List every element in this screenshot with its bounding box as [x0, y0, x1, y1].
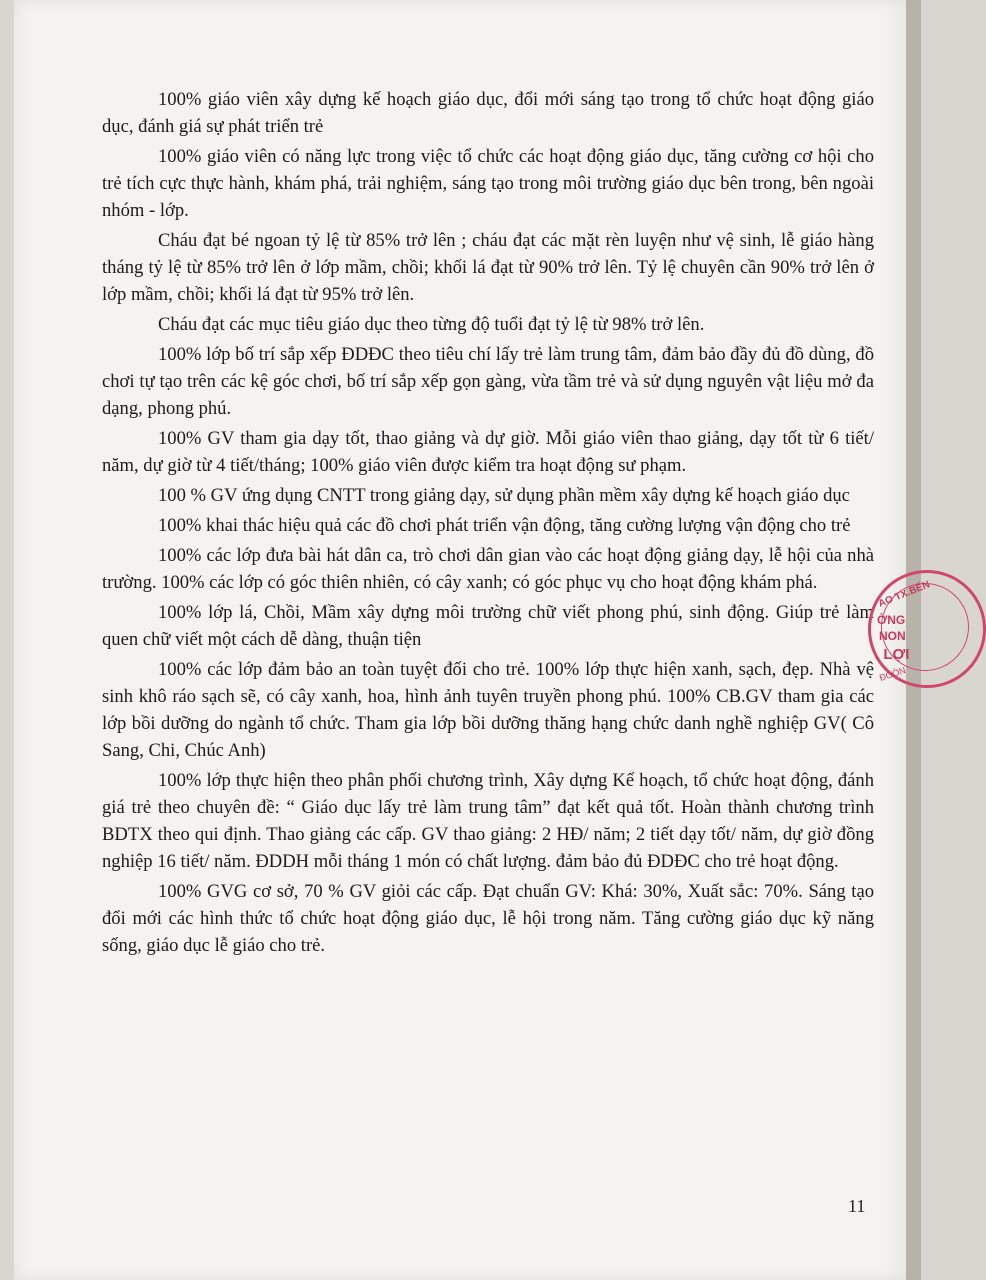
- school-stamp-seal: [868, 570, 986, 688]
- page-number: 11: [848, 1196, 866, 1216]
- paragraph: 100% lớp lá, Chồi, Mầm xây dựng môi trường chữ viết phong phú, sinh động. Giúp trẻ làm quen chữ viết một cách dễ dàng, thuận tiện: [102, 602, 874, 650]
- paragraph: 100% GV tham gia dạy tốt, thao giảng và dự giờ. Mỗi giáo viên thao giảng, dạy tốt từ 6 tiết/ năm, dự giờ từ 4 tiết/tháng; 100% giáo viên được kiểm tra hoạt động sư phạm.: [102, 428, 874, 476]
- stamp-line-3: . LỢI: [875, 646, 910, 663]
- paragraph: 100% giáo viên xây dựng kế hoạch giáo dục, đổi mới sáng tạo trong tổ chức hoạt động giáo dục, đánh giá sự phát triển trẻ: [102, 89, 874, 137]
- paragraph: 100% các lớp đưa bài hát dân ca, trò chơi dân gian vào các hoạt động giảng dạy, lễ hội của nhà trường. 100% các lớp có góc thiên nhiên, có cây xanh; có góc phục vụ cho hoạt động khám phá.: [102, 545, 874, 593]
- stamp-line-1: ỜNG: [877, 613, 906, 627]
- document-body: [102, 86, 874, 962]
- paragraph: 100 % GV ứng dụng CNTT trong giảng dạy, sử dụng phần mềm xây dựng kế hoạch giáo dục: [158, 485, 850, 506]
- document-page: [14, 0, 906, 1280]
- paragraph: 100% lớp bố trí sắp xếp ĐDĐC theo tiêu chí lấy trẻ làm trung tâm, đảm bảo đầy đủ đồ dùng, đồ chơi tự tạo trên các kệ góc chơi, bố trí sắp xếp gọn gàng, vừa tầm trẻ và sử dụng nguyên vật liệu mở đa dạng, phong phú.: [102, 344, 874, 419]
- paragraph: 100% GVG cơ sở, 70 % GV giỏi các cấp. Đạt chuẩn GV: Khá: 30%, Xuất sắc: 70%. Sáng tạo đổi mới các hình thức tổ chức hoạt động giáo dục, lễ hội trong năm. Tăng cường giáo dục kỹ năng sống, giáo dục lễ giáo cho trẻ.: [102, 881, 874, 956]
- paragraph: 100% lớp thực hiện theo phân phối chương trình, Xây dựng Kế hoạch, tổ chức hoạt động, đánh giá trẻ theo chuyên đề: “ Giáo dục lấy trẻ làm trung tâm” đạt kết quả tốt. Hoàn thành chương trình BDTX theo qui định. Thao giảng các cấp. GV thao giảng: 2 HĐ/ năm; 2 tiết dạy tốt/ năm, dự giờ đồng nghiệp 16 tiết/ năm. ĐDDH mỗi tháng 1 món có chất lượng. đảm bảo đủ ĐDĐC cho trẻ hoạt động.: [102, 770, 874, 872]
- paragraph: Cháu đạt các mục tiêu giáo dục theo từng độ tuổi đạt tỷ lệ từ 98% trở lên.: [158, 314, 705, 335]
- stamp-bottom-text: ĐOÒN: [878, 665, 907, 683]
- stamp-line-2: NON: [879, 629, 906, 643]
- paragraph: 100% các lớp đảm bảo an toàn tuyệt đối cho trẻ. 100% lớp thực hiện xanh, sạch, đẹp. Nhà vệ sinh khô ráo sạch sẽ, có cây xanh, hoa, hình ảnh tuyên truyền phong phú. 100% CB.GV tham gia các lớp bồi dưỡng do ngành tổ chức. Tham gia lớp bồi dưỡng thăng hạng chức danh nghề nghiệp GV( Cô Sang, Chi, Chúc Anh): [102, 659, 874, 761]
- stamp-top-text: AO TX.BẾN: [876, 579, 932, 610]
- paragraph: 100% khai thác hiệu quả các đồ chơi phát triển vận động, tăng cường lượng vận động cho trẻ: [158, 515, 851, 536]
- paragraph: Cháu đạt bé ngoan tỷ lệ từ 85% trở lên ; cháu đạt các mặt rèn luyện như vệ sinh, lễ giáo hàng tháng tỷ lệ từ 85% trở lên ở lớp mầm, chồi; khối lá đạt từ 90% trở lên. Tỷ lệ chuyên cần 90% trở lên ở lớp mầm, chồi; khối lá đạt từ 95% trở lên.: [102, 230, 874, 305]
- paragraph: 100% giáo viên có năng lực trong việc tổ chức các hoạt động giáo dục, tăng cường cơ hội cho trẻ tích cực thực hành, khám phá, trải nghiệm, sáng tạo trong môi trường giáo dục bên trong, bên ngoài nhóm - lớp.: [102, 146, 874, 221]
